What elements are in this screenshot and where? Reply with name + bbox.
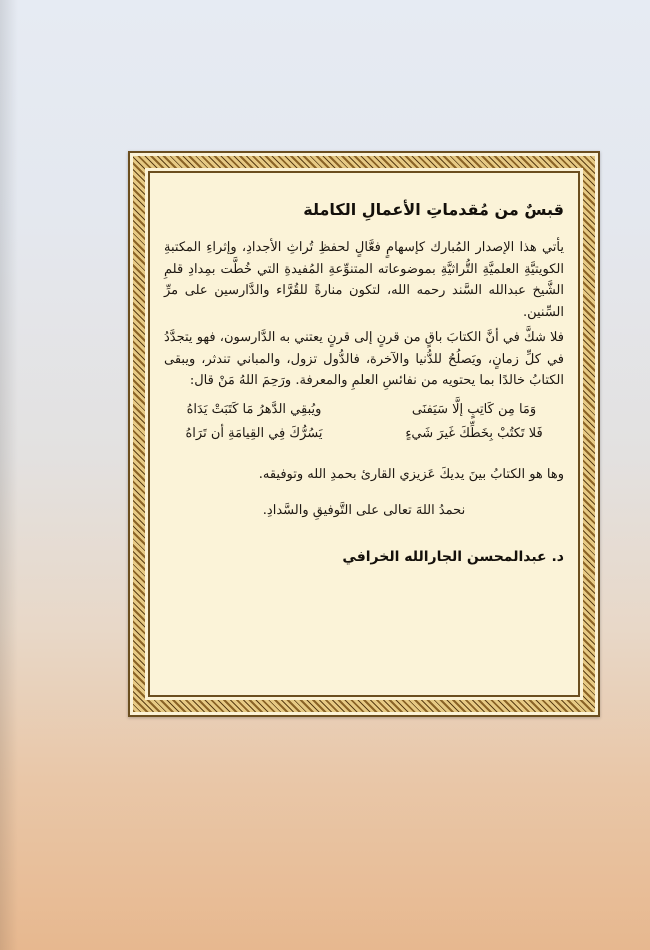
spine-shadow xyxy=(0,0,18,950)
poem-line xyxy=(164,422,564,446)
poem-verses xyxy=(164,398,564,446)
thanks-line: نحمدُ اللهَ تعالى على التَّوفيقِ والسَّدادِ. xyxy=(262,502,466,518)
paragraph-1-text: يأتي هذا الإصدار المُبارك كإسهامٍ فعَّالٍ لحفظِ تُراثِ الأجدادِ، وإثراءِ المكتبةِ الكويتيَّةِ العلميَّةِ التُّراثيَّةِ بموضوعاته المتنوِّعةِ المُفيدةِ التي خُطَّت بمِدادِ قلمِ الشَّيخ عبدالله السَّند رحمه الله، لتكون منارةً للقُرَّاء والدَّارسين على مرِّ السِّنين. xyxy=(164,240,564,320)
excerpt-title: قبسٌ من مُقدماتِ الأعمالِ الكاملة xyxy=(303,200,564,219)
author-signature: د. عبدالمحسن الجارالله الخرافي xyxy=(342,548,564,565)
poem-line xyxy=(164,398,564,422)
excerpt-text-block xyxy=(164,183,564,568)
paragraph-1 xyxy=(164,237,564,323)
poem-second-hemistich: يَسُرُّكَ فِي القِيامَةِ أن تَرَاهُ xyxy=(185,425,323,441)
poem-second-hemistich: ويُبقِي الدَّهرُ مَا كَتَبَتْ يَدَاهُ xyxy=(186,401,322,417)
poem-first-hemistich: وَمَا مِن كَاتِبٍ إلَّا سَيَفنَى xyxy=(411,401,537,417)
closing-sentence: وها هو الكتابُ بينَ يديكَ عَزيزي القارئ بحمدِ الله وتوفيقه. xyxy=(258,466,564,482)
paragraph-2 xyxy=(164,327,564,392)
ornamental-frame xyxy=(128,151,600,717)
poem-first-hemistich: فَلا تَكتُبْ بِخَطِّكَ غَيرَ شَيءٍ xyxy=(405,425,543,441)
paragraph-2-text: فلا شكَّ في أنَّ الكتابَ باقٍ من قرنٍ إلى قرنٍ يعتني به الدَّارسون، فهو يتجدَّدُ في كلِّ زمانٍ، ويَصلُحُ للدُّنيا والآخرة، فالدُّول تزول، والمباني تندثر، ويبقى الكتابُ خالدًا بما يحتويه من نفائسِ العلمِ والمعرفة. ورَحِمَ اللهُ مَنْ قال: xyxy=(164,330,564,388)
